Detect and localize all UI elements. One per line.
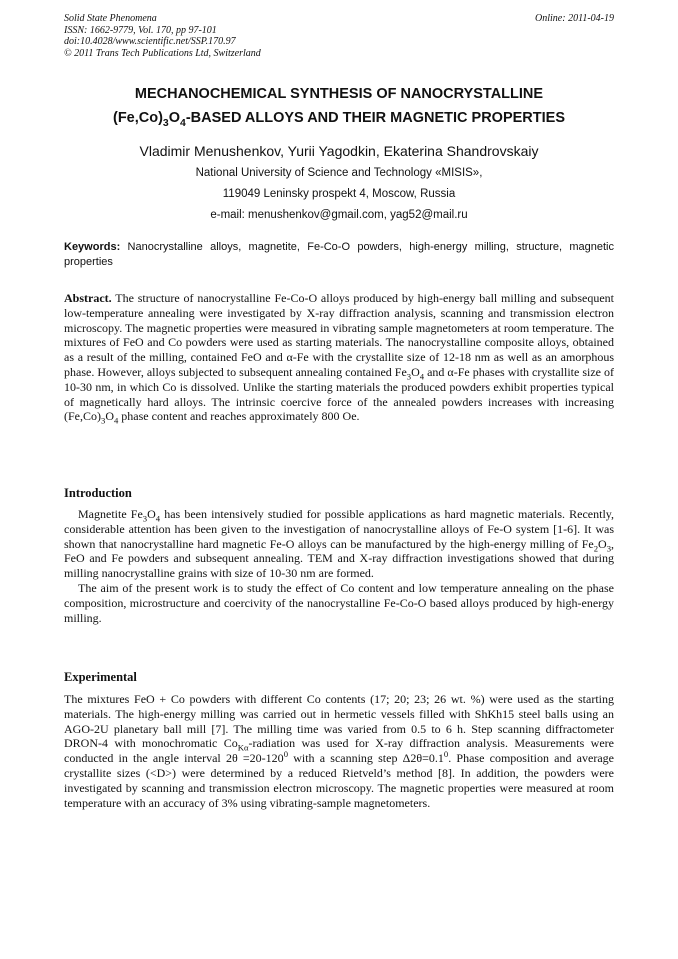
journal-header [64,13,261,59]
email-line[interactable]: e-mail: menushenkov@gmail.com, yag52@mail.ru [210,209,468,221]
journal-name: Solid State Phenomena [64,13,157,24]
affiliation [60,163,618,226]
introduction-body [64,507,614,625]
issn-line: ISSN: 1662-9779, Vol. 170, pp 97-101 [64,24,217,36]
keywords-label: Keywords: [64,241,121,253]
abstract-label: Abstract. [64,291,112,305]
address: 119049 Leninsky prospekt 4, Moscow, Russia [222,188,456,200]
experimental-heading: Experimental [64,670,137,684]
experimental-body: The mixtures FeO + Co powders with different Co contents (17; 20; 23; 26 wt. %) were used as the starting materials. The high-energy milling was carried out in hermetic vessels filled with ShKh15 steel balls using an AGO-2U planetary ball mill [7]. The milling time was varied from 0.5 to 6 h. Step scanning diffractometer DRON-4 with monochromatic $Co_{K\alpha}$-radiation was used for X-ray diffraction analysis. Measurements were conducted in the angle interval $2\theta =20-120^0$ with a scanning step $\Delta 2\theta=0.1^0$. Phase composition and average crystallite sizes (<D>) were determined by a reduced Rietveld’s method [8]. In addition, the powders were investigated by scanning and transmission electron microscopy. The magnetic properties were measured at room temperature with an accuracy of 3% using vibrating-sample magnetometers. [64,692,614,810]
introduction-heading: Introduction [64,486,132,500]
copyright-line: © 2011 Trans Tech Publications Ltd, Switzerland [64,47,261,59]
abstract-block: Abstract. The structure of nanocrystalline Fe-Co-O alloys produced by high-energy ball milling and subsequent low-temperature annealing were investigated by X-ray diffraction analysis, scanning and transmission electron microscopy. The magnetic properties were measured in vibrating sample magnetometers at room temperature. The mixtures of FeO and Co powders were used as starting materials. The nanocrystalline composite alloys, obtained as a result of the milling, contained FeO and α-Fe with the crystallite size of 12-18 nm as well as an amorphous phase. However, alloys subjected to subsequent annealing contained $Fe_3O_4$ and α-Fe phases with crystallite size of 10-30 nm, in which Co is dissolved. Unlike the starting materials the produced powders exhibit properties typical of magnetically hard alloys. The intrinsic coercive force of the annealed powders increases with increasing $(Fe,Co)_3O_4$ phase content and reaches approximately 800 Oe. [64,291,614,426]
institution: National University of Science and Technology «MISIS», [195,167,483,179]
keywords-block [64,240,614,270]
author-list: Vladimir Menushenkov, Yurii Yagodkin, Ekaterina Shandrovskaiy [139,143,539,159]
keywords-text: Nanocrystalline alloys, magnetite, Fe-Co-O powders, high-energy milling, structure, magnetic properties [64,241,614,268]
intro-paragraph-1: Magnetite $Fe_3O_4$ has been intensively studied for possible applications as hard magnetic materials. Recently, considerable attention has been given to the investigation of nanocrystalline alloys of Fe-O system [1-6]. It was shown that nanocrystalline hard magnetic Fe-O alloys can be manufactured by the high-energy milling of $Fe_2O_3$, FeO and Fe powders and subsequent annealing. TEM and X-ray diffraction investigations showed that during milling nanocrystalline grains with size of 10-30 nm are formed. [64,507,614,581]
paper-title [60,82,618,130]
title-line-1: MECHANOCHEMICAL SYNTHESIS OF NANOCRYSTALLINE [134,86,544,102]
online-date: Online: 2011-04-19 [535,13,614,24]
intro-paragraph-2: The aim of the present work is to study the effect of Co content and low temperature annealing on the phase composition, microstructure and coercivity of the nanocrystalline Fe-Co-O based alloys produced by high-energy milling. [64,580,614,625]
title-line-2: $(Fe,Co)_3O_4$-BASED ALLOYS AND THEIR MAGNETIC PROPERTIES [112,110,565,129]
doi-line[interactable]: doi:10.4028/www.scientific.net/SSP.170.97 [64,36,236,47]
